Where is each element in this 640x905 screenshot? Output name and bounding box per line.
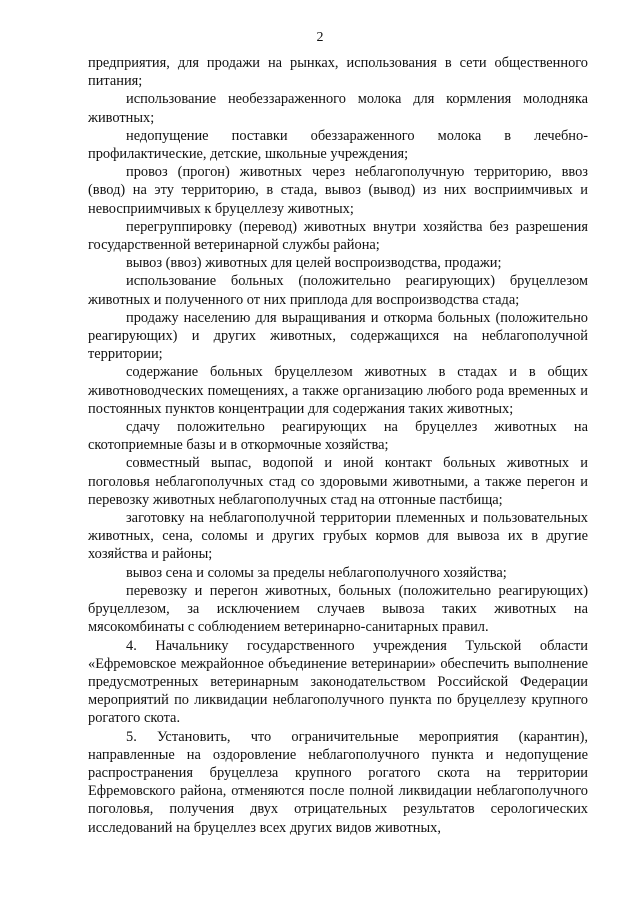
- numbered-paragraph-5: 5. Установить, что ограничительные мероприятия (карантин), направленные на оздоровление неблагополучного пункта и недопущение распространения бруцеллеза крупного рогатого скота на территории Ефремовского района, отменяются после полной ликвидации неблагополучного поголовья, получения двух отрицательных результатов серологических исследований на бруцеллез всех других видов животных,: [88, 728, 588, 836]
- paragraph: использование больных (положительно реагирующих) бруцеллезом животных и полученного от них приплода для воспроизводства стада;: [88, 273, 588, 308]
- paragraph: заготовку на неблагополучной территории племенных и пользовательных животных, сена, соломы и других грубых кормов для вывоза их в другие хозяйства и районы;: [88, 510, 588, 563]
- paragraph: продажу населению для выращивания и откорма больных (положительно реагирующих) и других животных, содержащихся на неблагополучной территории;: [88, 309, 588, 363]
- paragraph: вывоз сена и соломы за пределы неблагополучного хозяйства;: [126, 564, 507, 581]
- paragraph: использование необеззараженного молока для кормления молодняка животных;: [88, 91, 588, 126]
- paragraph: совместный выпас, водопой и иной контакт больных животных и поголовья неблагополучных стад со здоровыми животными, а также перегон и перевозку животных неблагополучных стад на отгонные пастбища;: [88, 455, 588, 508]
- paragraph: недопущение поставки обеззараженного молока в лечебно-профилактические, детские, школьные учреждения;: [88, 127, 588, 163]
- paragraph-continuation: предприятия, для продажи на рынках, использования в сети общественного питания;: [88, 55, 588, 90]
- paragraph: вывоз (ввоз) животных для целей воспроизводства, продажи;: [126, 255, 502, 272]
- page-number: 2: [316, 30, 324, 45]
- paragraph: провоз (прогон) животных через неблагополучную территорию, ввоз (ввод) на эту территорию, в стада, вывоз (вывод) из них восприимчивых и невосприимчивых к бруцеллезу животных;: [88, 164, 588, 217]
- paragraph: содержание больных бруцеллезом животных в стадах и в общих животноводческих помещениях, а также организацию любого рода временных и постоянных пунктов концентрации для содержания таких животных;: [88, 364, 588, 417]
- paragraph: перевозку и перегон животных, больных (положительно реагирующих) бруцеллезом, за исключением случаев вывоза таких животных на мясокомбинаты с соблюдением ветеринарно-санитарных правил.: [88, 582, 588, 636]
- numbered-paragraph-4: 4. Начальнику государственного учреждения Тульской области «Ефремовское межрайонное объединение ветеринарии» обеспечить выполнение предусмотренных ветеринарным законодательством Российской Федерации мероприятий по ликвидации неблагополучного пункта по бруцеллезу крупного рогатого скота.: [88, 637, 588, 727]
- paragraph: сдачу положительно реагирующих на бруцеллез животных на скотоприемные базы и в откормочные хозяйства;: [88, 419, 588, 454]
- document-body: [88, 54, 588, 837]
- paragraph: перегруппировку (перевод) животных внутри хозяйства без разрешения государственной ветеринарной службы района;: [88, 218, 588, 254]
